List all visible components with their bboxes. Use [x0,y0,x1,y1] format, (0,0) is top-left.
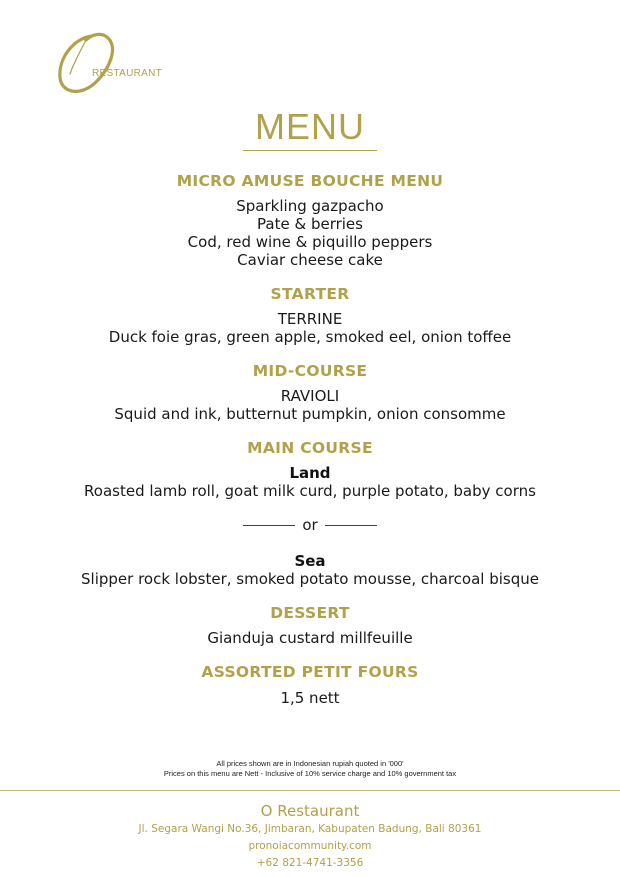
or-divider [0,516,620,536]
or-divider-right-line [325,525,377,526]
starter-description: Duck foie gras, green apple, smoked eel, onion toffee [108,328,512,346]
main-sea-label: Sea [294,552,326,570]
title-underline [243,150,377,151]
logo-wordmark: RESTAURANT [92,68,163,79]
amuse-item: Caviar cheese cake [237,251,383,269]
main-sea-description: Slipper rock lobster, smoked potato mousse, charcoal bisque [81,570,539,588]
price-note-currency: All prices shown are in Indonesian rupiah quoted in '000' [216,759,404,768]
or-divider-label: or [302,516,318,534]
footer-website-link[interactable]: pronoiacommunity.com [248,840,372,852]
menu-price: 1,5 nett [280,689,340,707]
starter-dish-name: TERRINE [277,310,343,328]
main-land-description: Roasted lamb roll, goat milk curd, purple potato, baby corns [84,482,536,500]
section-heading-petit-fours: ASSORTED PETIT FOURS [201,663,419,681]
main-land-label: Land [289,464,331,482]
mid-course-dish-name: RAVIOLI [280,387,340,405]
footer-phone[interactable]: +62 821-4741-3356 [256,857,364,869]
mid-course-description: Squid and ink, butternut pumpkin, onion consomme [114,405,506,423]
footer-restaurant-name: O Restaurant [260,802,360,820]
dessert-description: Gianduja custard millfeuille [207,629,413,647]
footer-divider [0,790,620,791]
section-heading-mid-course: MID-COURSE [252,362,368,380]
section-heading-dessert: DESSERT [270,604,350,622]
amuse-item: Sparkling gazpacho [236,197,384,215]
price-note-tax: Prices on this menu are Nett - Inclusive of 10% service charge and 10% government tax [163,769,457,778]
restaurant-logo [52,28,172,100]
logo-script-o-icon [52,28,132,100]
amuse-item: Cod, red wine & piquillo peppers [187,233,433,251]
amuse-item: Pate & berries [257,215,363,233]
section-heading-amuse: MICRO AMUSE BOUCHE MENU [176,172,444,190]
footer-address: Jl. Segara Wangi No.36, Jimbaran, Kabupaten Badung, Bali 80361 [138,823,482,835]
section-heading-starter: STARTER [270,285,350,303]
section-heading-main-course: MAIN COURSE [247,439,373,457]
page-title: MENU [255,106,365,147]
